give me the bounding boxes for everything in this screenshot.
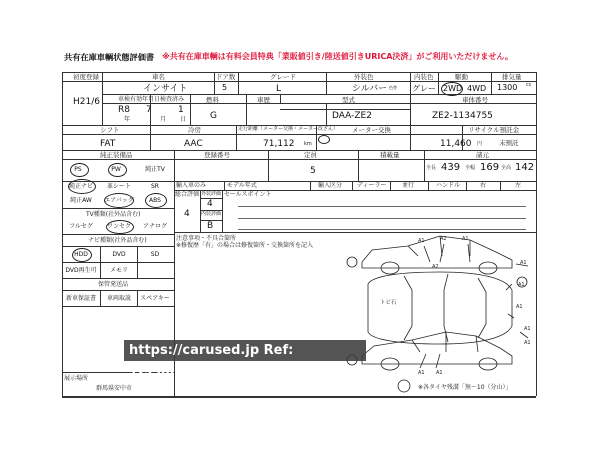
first-reg-label: 初度登録 <box>73 73 99 81</box>
type-label: 型式 <box>342 96 355 104</box>
name-value: インサイト <box>143 84 188 94</box>
acc-sparekey: スペアキー <box>140 295 170 302</box>
navi-hdd: HDD <box>74 251 88 258</box>
length-label: 全長 <box>426 165 437 171</box>
equip-airbag: エアバッグ <box>104 197 134 204</box>
meter-exchange-label: メーター交換 <box>352 126 391 134</box>
tire-note: ※各タイヤ残溝「無～10（分山）」 <box>418 384 512 391</box>
inspection-day: 1 <box>178 105 184 115</box>
model-year-label: モデル年式 <box>227 182 257 189</box>
damage-mark: A1 <box>524 326 531 332</box>
diagram-caption: 注意事項・不具合箇所 <box>176 235 237 242</box>
damage-mark: A1 <box>418 238 425 244</box>
mileage-unit: km <box>304 141 312 147</box>
damage-mark: A2 <box>432 264 439 270</box>
ac-value: AAC <box>184 139 203 149</box>
display-location-value: 群馬県安中市 <box>96 385 133 392</box>
type-value: DAA-ZE2 <box>332 111 372 121</box>
displacement-value: 1300 <box>497 83 518 92</box>
acc-warranty: 新車保証書 <box>65 295 96 302</box>
total-eval-label: 総合評価 <box>175 191 200 198</box>
interior-color-value: グレー <box>412 84 436 93</box>
load-label: 積載量 <box>380 151 400 159</box>
equip-sr: SR <box>151 183 159 190</box>
exterior-color-label: 外装色 <box>354 73 374 81</box>
exterior-color-value: シルバー <box>352 84 388 94</box>
mileage-value: 71,112 <box>263 139 295 149</box>
damage-mark: A1 <box>462 236 469 242</box>
inspection-year: R8 <box>118 105 130 115</box>
month-unit: 月 <box>160 116 167 123</box>
registration-label: 登録番号 <box>204 151 230 159</box>
capacity-value: 5 <box>310 166 316 176</box>
navi-dvd: DVD <box>112 251 126 258</box>
width-label: 全幅 <box>465 165 476 171</box>
doors-value: 5 <box>222 83 228 92</box>
handle-right: 右 <box>480 182 487 189</box>
acc-manual: 車両取説 <box>106 295 131 302</box>
model-designation-label: 車歴 <box>257 96 270 104</box>
year-unit: 年 <box>124 116 131 123</box>
equip-pw: PW <box>111 166 121 173</box>
equip-ps: PS <box>74 166 82 173</box>
tv-fullseg: フルセグ <box>69 223 93 230</box>
recycle-unit: 円 <box>477 141 483 147</box>
dimensions-label: 諸元 <box>476 151 489 159</box>
height-label: 全高 <box>501 165 512 171</box>
inspection-month: 7 <box>146 105 152 115</box>
handle-left: 左 <box>515 182 522 189</box>
width-value: 169 <box>480 162 500 173</box>
damage-mark: A1 <box>436 370 443 376</box>
navi-sd: SD <box>150 251 160 258</box>
interior-eval-label: 内装評価 <box>201 211 222 217</box>
exterior-eval-label: 外装評価 <box>201 191 222 197</box>
document-title: 共有在庫車輌状態評価書 <box>64 52 155 62</box>
sales-point-label: セールスポイント <box>224 191 272 198</box>
drive-option-4wd: 4WD <box>467 84 487 93</box>
damage-mark: A1 <box>518 282 525 288</box>
handle-label: ハンドル <box>436 182 461 189</box>
equip-leather: 革シート <box>106 183 131 190</box>
damage-mark: A1 <box>516 304 523 310</box>
mileage-label: 走行距離（メーター交換・メーター改ざん） <box>238 126 339 132</box>
diagram-caption-note: ※修復歴「有」の場合は修復箇所・交換箇所を記入 <box>176 242 314 249</box>
height-value: 142 <box>515 162 535 173</box>
exterior-color-note: 色替 <box>389 85 397 90</box>
drive-label: 駆動 <box>455 73 468 81</box>
name-label: 車名 <box>152 73 165 81</box>
doors-label: ドア数 <box>216 73 236 81</box>
interior-color-label: 内装色 <box>414 73 434 81</box>
equip-navi: 純正ナビ <box>68 183 93 190</box>
import-only-label: 輸入車のみ <box>176 182 207 189</box>
equipment-label: 純正装備品 <box>100 151 133 159</box>
equip-tv: 純正TV <box>145 166 165 173</box>
interior-eval-value: B <box>207 221 214 231</box>
length-value: 439 <box>441 162 461 173</box>
tv-analog: アナログ <box>142 223 167 230</box>
navi-memory: メモリ <box>109 267 128 274</box>
displacement-label: 排気量 <box>502 73 522 81</box>
total-eval-value: 4 <box>184 209 190 219</box>
recycle-label: リサイクル預託金 <box>468 126 520 134</box>
recycle-status: 未預託 <box>499 139 519 147</box>
display-location-label: 展示場所 <box>64 375 89 382</box>
grade-value: L <box>276 84 282 94</box>
first-reg-value: H21/6 <box>73 97 100 107</box>
damage-mark: A1 <box>520 260 527 266</box>
import-type-value: ディーラー <box>357 182 387 189</box>
navi-type-label: ナビ種類(社外品含む) <box>88 237 147 244</box>
tv-oneseg: ワンセグ <box>106 223 131 230</box>
shift-value: FAT <box>100 139 116 149</box>
displacement-unit: cc <box>526 82 532 88</box>
watermark-banner: https://carused.jp Ref: YCE00581 <box>124 340 366 361</box>
recycle-value: 11,460 <box>440 139 472 149</box>
parallel-label: 並行 <box>402 182 415 189</box>
shift-label: シフト <box>100 126 120 134</box>
fuel-value: G <box>210 111 217 121</box>
damage-mark: A2 <box>440 236 447 242</box>
side-note: トビ石 <box>380 300 397 306</box>
ac-label: 冷房 <box>188 126 201 134</box>
damage-mark: A1 <box>418 370 425 376</box>
inspection-label: 車検有効年月日 <box>118 96 161 103</box>
equip-abs: ABS <box>149 197 161 204</box>
fuel-label: 燃料 <box>206 96 219 104</box>
grade-label: グレード <box>270 73 296 81</box>
member-notice: ※共有在庫車輌は有料会員特典「業販値引き/陸送値引きURICA決済」がご利用いただけません。 <box>162 52 513 61</box>
accessory-label: 保管発送品 <box>98 281 129 288</box>
tv-type-label: TV種類(社外品含む) <box>86 211 141 218</box>
equip-aw: 純正AW <box>70 197 92 204</box>
day-unit: 日 <box>180 116 187 123</box>
exterior-eval-value: 4 <box>207 199 213 209</box>
chassis-value: ZE2-1134755 <box>432 111 493 121</box>
chassis-label: 車体番号 <box>462 96 488 104</box>
import-type-label: 輸入区分 <box>318 182 343 189</box>
damage-mark: A1 <box>524 340 531 346</box>
navi-dvd-play: DVD再生可 <box>65 267 97 274</box>
drive-option-2wd: 2WD <box>443 84 463 93</box>
capacity-label: 定員 <box>304 151 317 159</box>
inspected-label: 検査済み <box>160 96 185 103</box>
